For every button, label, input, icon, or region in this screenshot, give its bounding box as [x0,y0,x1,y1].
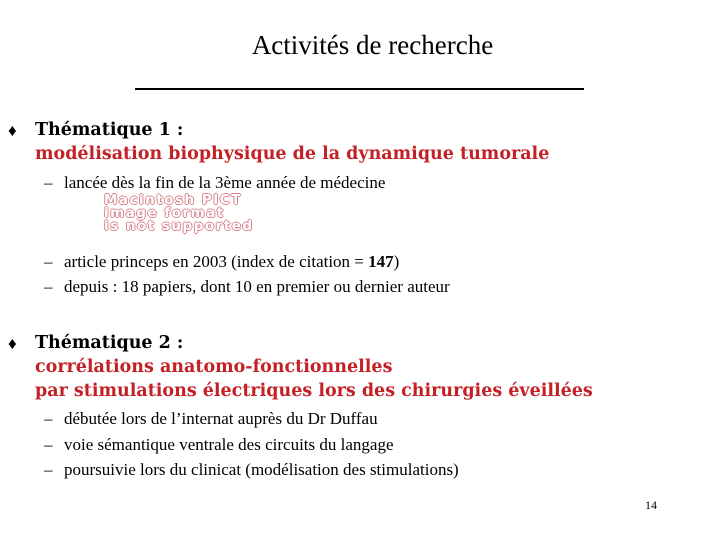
page-number: 14 [645,498,657,512]
theme-2-item-2 [44,434,394,456]
placeholder-line-2: image format [104,205,225,221]
dash-icon: – [44,435,53,454]
theme-1-block [35,118,549,166]
dash-icon: – [44,252,53,271]
theme-1-subtitle: modélisation biophysique de la dynamique tumorale [35,144,550,164]
dash-icon: – [44,460,53,479]
theme-2-block [35,331,593,403]
item-text: débutée lors de l’internat auprès du Dr Duffau [64,409,378,428]
theme-2-subtitle-line-2: par stimulations électriques lors des chirurgies éveillées [35,381,593,401]
item-text-after: ) [393,252,400,271]
theme-1-heading: Thématique 1 : [35,120,184,140]
item-text-before: article princeps en 2003 (index de citation = [64,252,369,271]
theme-1-item-1 [44,172,385,194]
theme-1-item-2 [44,251,399,273]
title-underline [135,88,584,90]
citation-index: 147 [368,252,394,271]
theme-2-item-1 [44,408,378,430]
unsupported-image-placeholder [104,194,352,234]
item-text: depuis : 18 papiers, dont 10 en premier ou dernier auteur [64,277,450,296]
bullet-diamond-icon: ♦ [8,334,17,353]
item-text: poursuivie lors du clinicat (modélisation des stimulations) [64,460,459,479]
item-text: lancée dès la fin de la 3ème année de médecine [64,173,386,192]
placeholder-line-1: Macintosh PICT [104,192,242,208]
dash-icon: – [44,173,53,192]
theme-2-heading: Thématique 2 : [35,333,184,353]
theme-2-subtitle-line-1: corrélations anatomo-fonctionnelles [35,357,393,377]
theme-2-item-3 [44,459,459,481]
item-text: voie sémantique ventrale des circuits du langage [64,435,394,454]
slide-title: Activités de recherche [251,30,494,60]
bullet-diamond-icon: ♦ [8,121,17,140]
dash-icon: – [44,277,53,296]
theme-1-item-3 [44,276,450,298]
dash-icon: – [44,409,53,428]
placeholder-line-3: is not supported [104,218,254,234]
